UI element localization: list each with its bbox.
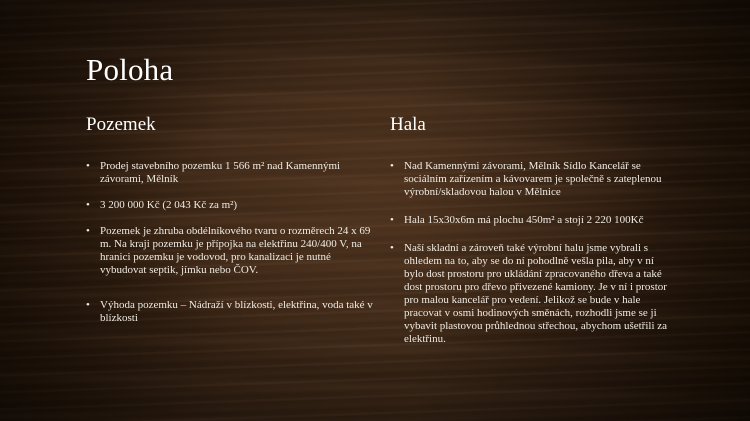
- bullet-item: • 3 200 000 Kč (2 043 Kč za m²): [86, 199, 376, 212]
- left-column: [86, 114, 376, 338]
- right-column-heading: Hala: [390, 114, 426, 135]
- left-column-heading: Pozemek: [86, 114, 156, 135]
- slide-title: Poloha: [86, 52, 174, 87]
- bullet-item: • Nad Kamennými závorami, Mělník Sídlo Kancelář se sociálním zařízením a kávovarem je společně s zateplenou výrobní/skladovou halou v Mělnice: [390, 160, 670, 199]
- right-column: [390, 114, 670, 361]
- left-bullet-list: [86, 160, 376, 325]
- bullet-item: • Pozemek je zhruba obdélníkového tvaru o rozměrech 24 x 69 m. Na kraji pozemku je přípojka na elektřinu 240/400 V, na hranici pozemku je vodovod, pro kanalizaci je nutné vybudovat septik, jímku nebo ČOV.: [86, 225, 376, 277]
- bullet-item: • Naší skladní a zároveň také výrobní halu jsme vybrali s ohledem na to, aby se do ní pohodlně vešla pila, aby v ní bylo dost prostoru pro ukládání zpracovaného dřeva a také dost prostoru pro dřevo přivezené kamiony. Je v ní i prostor pro malou kancelář pro vedení. Jelikož se bude v hale pracovat v osmi hodinových směnách, rozhodli jsme se ji vybavit plastovou průhlednou střechou, abychom ušetřili za elektřinu.: [390, 242, 670, 346]
- bullet-item: • Hala 15x30x6m má plochu 450m² a stojí 2 220 100Kč: [390, 214, 670, 227]
- bullet-item: • Výhoda pozemku – Nádraží v blízkosti, elektřina, voda také v blízkosti: [86, 299, 376, 325]
- right-bullet-list: [390, 160, 670, 346]
- bullet-item: • Prodej stavebního pozemku 1 566 m² nad Kamennými závorami, Mělník: [86, 160, 376, 186]
